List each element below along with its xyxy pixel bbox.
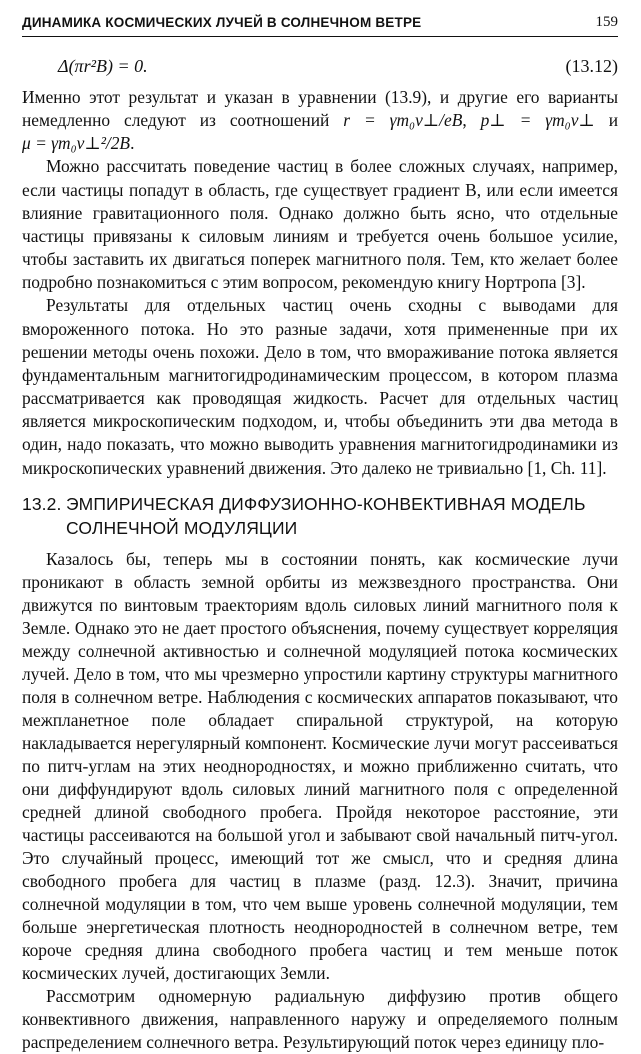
equation-number: (13.12) [565,56,618,76]
body-text-bottom [22,548,618,1054]
section-title-line1: ЭМПИРИЧЕСКАЯ ДИФФУЗИОННО-КОНВЕКТИВНАЯ МОДЕЛЬ [66,494,586,514]
paragraph-5: Рассмотрим одномерную радиальную диффузию против общего конвективного движения, направленного наружу и определяемого полным распределением солнечного ветра. Результирующий поток через единицу пло- [22,986,618,1052]
section-heading-line1 [22,492,618,516]
equation-formula: Δ(πr²B) = 0. [58,56,148,76]
body-text-top [22,86,618,480]
section-heading [22,492,618,540]
paragraph-3: Результаты для отдельных частиц очень сходны с выводами для вмороженного потока. Но это разные задачи, хотя примененные при их решении методы очень похожи. Дело в том, что вмораживание потока является фундаментальным магнитогидродинамическим процессом, в котором плазма рассматривается как проводящая жидкость. Расчет для отдельных частиц является микроскопическим подходом, и, чтобы объединить эти два метода в один, надо показать, что можно выводить уравнения магнитогидродинамики из микроскопических уравнений движения. Это далеко не тривиально [1, Ch. 11]. [22,295,618,478]
running-header [22,12,618,37]
paragraph-1: Именно этот результат и указан в уравнении (13.9), и другие его варианты немедленно следуют из соотношений r = γm₀v⊥/eB, p⊥ = γm₀v⊥ и μ = γm₀v⊥²/2B. [22,87,619,154]
section-number: 13.2. [22,494,62,514]
equation-13-12 [22,56,618,77]
running-title: ДИНАМИКА КОСМИЧЕСКИХ ЛУЧЕЙ В СОЛНЕЧНОМ ВЕТРЕ [22,14,422,30]
inline-math-momentum: p⊥ = γm₀v⊥ [480,110,595,131]
paragraph-1-text: Именно этот результат и указан в уравнении (13.9), и другие его варианты немедленно следуют из соотношений [22,87,618,131]
section-title-line2: СОЛНЕЧНОЙ МОДУЛЯЦИИ [66,518,298,538]
inline-math-radius: r = γm₀v⊥/eB [343,110,463,131]
paragraph-4: Казалось бы, теперь мы в состоянии понять, как космические лучи проникают в область земной орбиты из межзвездного пространства. Они движутся по винтовым траекториям вдоль силовых линий магнитного поля к Земле. Однако это не дает простого объяснения, почему существует корреляция между солнечной активностью и солнечной модуляцией потока космических лучей. Дело в том, что мы чрезмерно упростили картину структуры магнитного поля в солнечном ветре. Наблюдения с космических аппаратов показывают, что межпланетное поле обладает спиральной структурой, на которую накладывается нерегулярный компонент. Космические лучи могут рассеиваться по питч-углам на этих неоднородностях, и можно приближенно считать, что они диффундируют вдоль силовых линий магнитного поля с определенной средней длиной свободного пробега. Пройдя некоторое расстояние, эти частицы рассеиваются на большой угол и забывают свой начальный питч-угол. Это случайный процесс, имеющий тот же смысл, что и средняя длина свободного пробега для частиц в плазме (разд. 12.3). Значит, причина солнечной модуляции в том, что чем выше уровень солнечной модуляции, тем больше энергетическая плотность неоднородностей в солнечном ветре, тем короче средняя длина свободного пробега частиц и тем меньше поток космических лучей, достигающих Земли. [22,549,618,983]
paragraph-2: Можно рассчитать поведение частиц в более сложных случаях, например, если частицы попадут в область, где существует градиент B, или если имеется влияние гравитационного поля. Однако должно быть ясно, что отдельные частицы привязаны к силовым линиям и требуется очень большое усилие, чтобы заставить их двигаться поперек магнитного поля. Тем, кто желает более подробно познакомиться с этим вопросом, рекомендую книгу Нортропа [3]. [22,156,618,293]
inline-math-moment: μ = γm₀v⊥²/2B [22,133,131,154]
page-number: 159 [595,13,618,30]
